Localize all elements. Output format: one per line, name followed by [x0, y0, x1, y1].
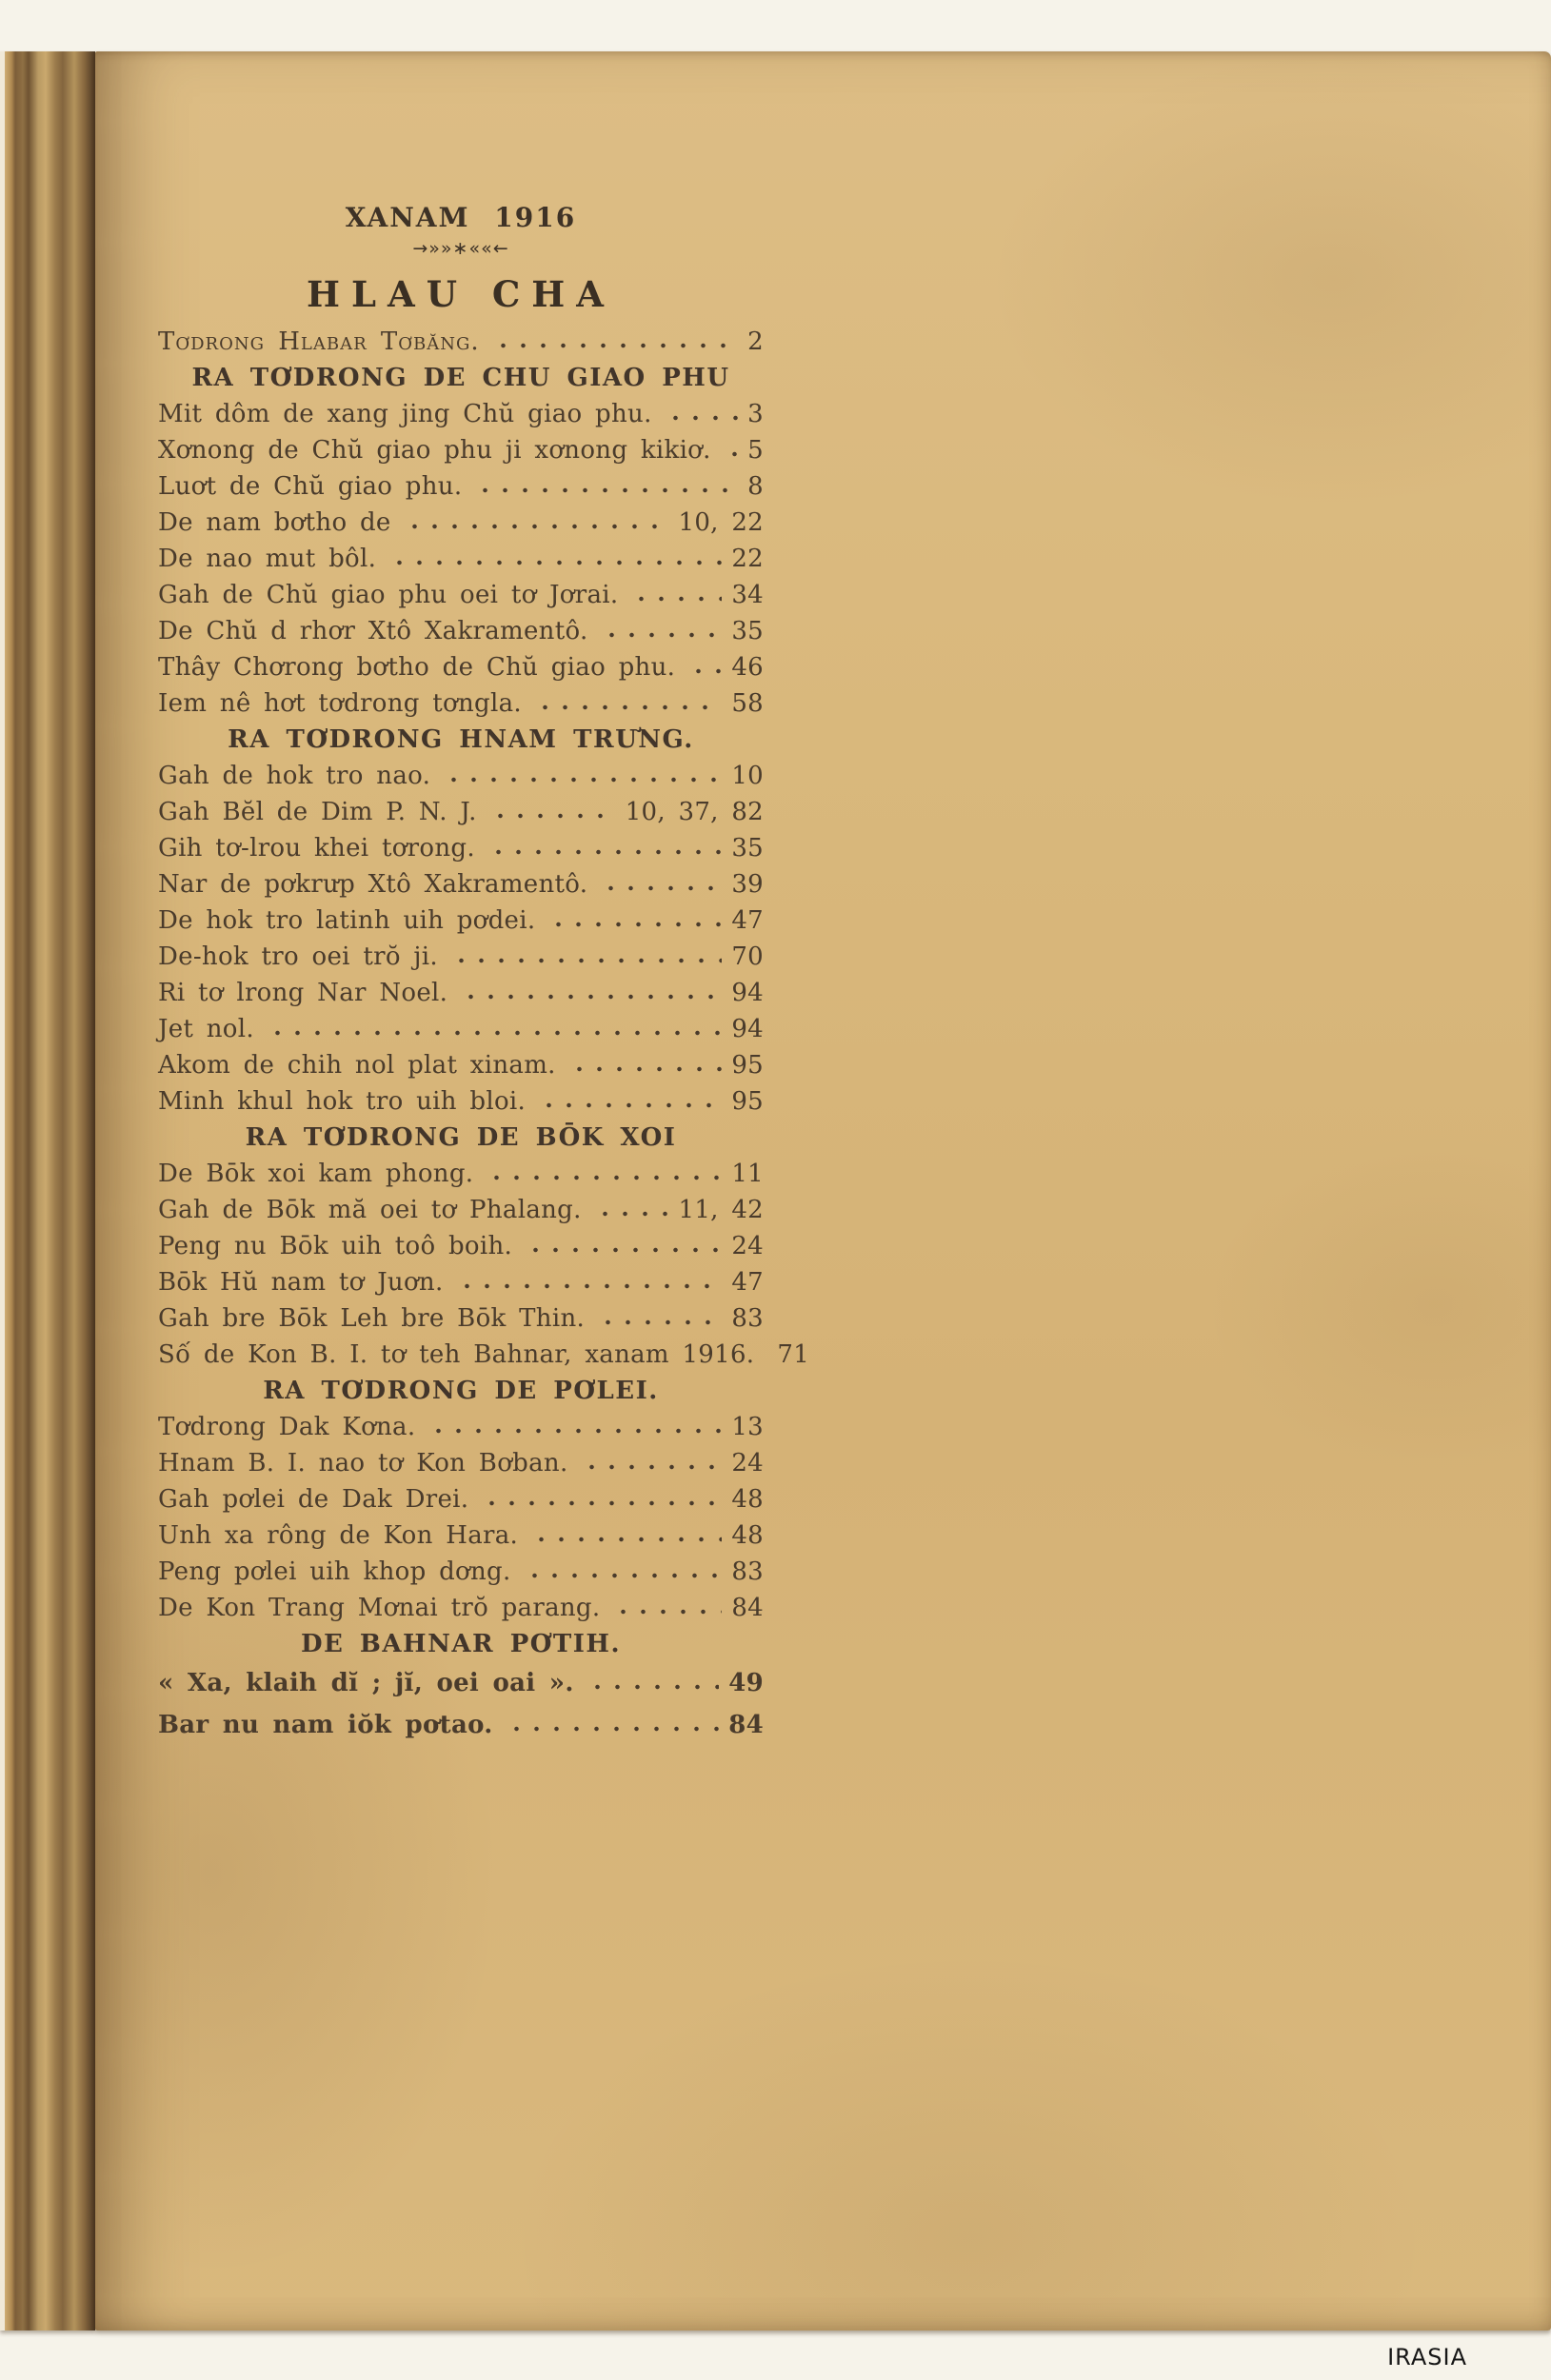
- entry-label: Minh khul hok tro uih bloi.: [158, 1087, 527, 1116]
- entry-page: 83: [731, 1304, 764, 1333]
- entry-label: Luơt de Chŭ giao phu.: [158, 472, 463, 501]
- toc-entry: [158, 1704, 764, 1746]
- dot-leader: [526, 1229, 722, 1254]
- toc-entry: [158, 830, 764, 866]
- toc-entry: [158, 902, 764, 939]
- dot-leader: [444, 759, 722, 783]
- entry-page: 70: [731, 942, 764, 971]
- toc-entry: [158, 649, 764, 685]
- entry-page: 83: [731, 1557, 764, 1586]
- entry-label: Hnam B. I. nao tơ Kon Bơban.: [158, 1449, 568, 1478]
- entry-label: Jet nol.: [158, 1015, 254, 1043]
- toc-entry: [158, 1337, 810, 1373]
- entry-label: Unh xa rông de Kon Hara.: [158, 1521, 519, 1550]
- toc-entry: [158, 1047, 764, 1083]
- dot-leader: [457, 1265, 723, 1290]
- watermark: IRASIA: [1387, 2344, 1467, 2370]
- dot-leader: [389, 542, 722, 566]
- toc-entry: [158, 1481, 764, 1517]
- dot-leader: [569, 1048, 723, 1073]
- toc-entry: [158, 758, 764, 794]
- entry-label: Tơdrong Hlabar Tơbăng.: [158, 327, 480, 356]
- dot-leader: [613, 1591, 722, 1616]
- toc-entry: [158, 1517, 764, 1554]
- entry-page: 58: [731, 689, 764, 718]
- toc-entry: [158, 1011, 764, 1047]
- toc-entry: [158, 432, 764, 468]
- entry-label: Gah de Chŭ giao phu oei tơ Jơrai.: [158, 581, 619, 609]
- toc-entry: [158, 685, 764, 722]
- entry-page: 94: [731, 1015, 764, 1043]
- entry-label: Gah de Bōk mă oei tơ Phalang.: [158, 1196, 582, 1224]
- entry-label: « Xa, klaih dĭ ; jĭ, oei oai ».: [158, 1669, 574, 1697]
- toc-list: [158, 324, 810, 1746]
- entry-label: Mit dôm de xang jing Chŭ giao phu.: [158, 400, 652, 428]
- dot-leader: [688, 650, 722, 675]
- dot-leader: [595, 1193, 669, 1218]
- page-content: [158, 202, 810, 1746]
- section-heading: RA TƠDRONG DE BŌK XOI: [245, 1123, 677, 1152]
- dot-leader: [666, 397, 739, 422]
- dot-leader: [525, 1555, 723, 1579]
- entry-page: 3: [747, 400, 764, 428]
- dot-leader: [451, 940, 722, 964]
- entry-page: 39: [731, 870, 764, 899]
- entry-page: 11, 42: [678, 1196, 764, 1224]
- dot-leader: [582, 1446, 723, 1471]
- dot-leader: [482, 1482, 722, 1507]
- entry-page: 84: [728, 1711, 764, 1739]
- section-heading: RA TƠDRONG HNAM TRƯNG.: [228, 725, 694, 754]
- toc-entry: [158, 1228, 764, 1264]
- ornament-divider: →»»∗««←: [412, 238, 509, 259]
- entry-page: 95: [731, 1051, 764, 1080]
- entry-page: 11: [731, 1160, 764, 1188]
- toc-entry: [158, 1083, 764, 1120]
- entry-label: De Bōk xoi kam phong.: [158, 1160, 474, 1188]
- entry-label: Bōk Hŭ nam tơ Juơn.: [158, 1268, 444, 1297]
- entry-page: 2: [747, 327, 764, 356]
- dot-leader: [531, 1518, 722, 1543]
- toc-entry: [158, 1409, 764, 1445]
- toc-entry: [158, 396, 764, 432]
- toc-entry: [158, 1156, 764, 1192]
- entry-page: 8: [747, 472, 764, 501]
- toc-entry: [158, 1300, 764, 1337]
- entry-label: Xơnong de Chŭ giao phu ji xơnong kikiơ.: [158, 436, 711, 465]
- dot-leader: [493, 325, 739, 349]
- toc-entry: [158, 577, 764, 613]
- entry-label: Thây Chơrong bơtho de Chŭ giao phu.: [158, 653, 676, 682]
- toc-entry: [158, 1445, 764, 1481]
- toc-entry: [158, 1590, 764, 1626]
- entry-label: Gih tơ-lrou khei tơrong.: [158, 834, 475, 863]
- toc-entry: [158, 541, 764, 577]
- dot-leader: [587, 1666, 720, 1691]
- toc-entry: [158, 975, 764, 1011]
- entry-page: 10, 22: [678, 508, 764, 537]
- dot-leader: [631, 578, 722, 603]
- toc-entry: [158, 324, 764, 360]
- entry-label: Gah pơlei de Dak Drei.: [158, 1485, 469, 1514]
- entry-page: 24: [731, 1449, 764, 1478]
- dot-leader: [725, 433, 738, 458]
- section-heading: RA TƠDRONG DE PƠLEI.: [263, 1377, 659, 1405]
- entry-label: Gah bre Bōk Leh bre Bōk Thin.: [158, 1304, 586, 1333]
- entry-page: 49: [728, 1669, 764, 1697]
- dot-leader: [487, 1157, 722, 1181]
- entry-page: 46: [731, 653, 764, 682]
- toc-entry: [158, 1554, 764, 1590]
- entry-page: 48: [731, 1521, 764, 1550]
- book-page: [95, 51, 1551, 2330]
- dot-leader: [548, 903, 722, 928]
- toc-entry: [158, 505, 764, 541]
- entry-page: 35: [731, 617, 764, 645]
- dot-leader: [488, 831, 722, 856]
- page-title: HLAU CHA: [307, 273, 615, 315]
- dot-leader: [490, 795, 616, 820]
- entry-label: Akom de chih nol plat xinam.: [158, 1051, 556, 1080]
- toc-entry: [158, 1662, 764, 1704]
- dot-leader: [475, 469, 738, 494]
- entry-label: De nao mut bôl.: [158, 545, 377, 573]
- entry-label: Peng pơlei uih khop dơng.: [158, 1557, 511, 1586]
- entry-page: 71: [777, 1340, 810, 1369]
- toc-entry: [158, 613, 764, 649]
- entry-label: Tơdrong Dak Kơna.: [158, 1413, 416, 1441]
- entry-label: Gah de hok tro nao.: [158, 762, 431, 790]
- dot-leader: [535, 686, 722, 711]
- entry-label: Số de Kon B. I. tơ teh Bahnar, xanam 1916.: [158, 1340, 755, 1369]
- toc-entry: [158, 794, 764, 830]
- dot-leader: [461, 976, 722, 1001]
- entry-page: 95: [731, 1087, 764, 1116]
- year-heading: XANAM 1916: [345, 202, 577, 233]
- dot-leader: [598, 1301, 722, 1326]
- dot-leader: [268, 1012, 722, 1037]
- entry-page: 48: [731, 1485, 764, 1514]
- toc-entry: [158, 866, 764, 902]
- entry-label: Bar nu nam iŏk pơtao.: [158, 1711, 493, 1739]
- entry-label: De Chŭ d rhơr Xtô Xakramentô.: [158, 617, 588, 645]
- entry-label: Iem nê hơt tơdrong tơngla.: [158, 689, 522, 718]
- entry-page: 24: [731, 1232, 764, 1260]
- dot-leader: [601, 867, 722, 892]
- dot-leader: [539, 1084, 722, 1109]
- dot-leader: [602, 614, 723, 639]
- dot-leader: [428, 1410, 722, 1435]
- dot-leader: [405, 506, 669, 530]
- entry-label: De nam bơtho de: [158, 508, 391, 537]
- section-heading: DE BAHNAR PƠTIH.: [300, 1630, 622, 1658]
- entry-label: De Kon Trang Mơnai trŏ parang.: [158, 1594, 601, 1622]
- entry-page: 94: [731, 979, 764, 1007]
- dot-leader: [507, 1708, 720, 1733]
- entry-label: Peng nu Bōk uih toô boih.: [158, 1232, 513, 1260]
- entry-label: De-hok tro oei trŏ ji.: [158, 942, 438, 971]
- entry-page: 47: [731, 1268, 764, 1297]
- book-spine-edge: [0, 51, 95, 2330]
- entry-page: 84: [731, 1594, 764, 1622]
- entry-label: Ri tơ lrong Nar Noel.: [158, 979, 448, 1007]
- toc-entry: [158, 1192, 764, 1228]
- entry-label: De hok tro latinh uih pơdei.: [158, 906, 536, 935]
- entry-page: 47: [731, 906, 764, 935]
- entry-page: 5: [747, 436, 764, 465]
- entry-page: 34: [731, 581, 764, 609]
- entry-page: 10, 37, 82: [625, 798, 764, 826]
- section-heading: RA TƠDRONG DE CHU GIAO PHU: [191, 364, 730, 392]
- toc-entry: [158, 468, 764, 505]
- entry-label: Nar de pơkrưp Xtô Xakramentô.: [158, 870, 588, 899]
- entry-page: 22: [731, 545, 764, 573]
- toc-entry: [158, 939, 764, 975]
- entry-page: 10: [731, 762, 764, 790]
- entry-label: Gah Bĕl de Dim P. N. J.: [158, 798, 477, 826]
- toc-entry: [158, 1264, 764, 1300]
- entry-page: 13: [731, 1413, 764, 1441]
- entry-page: 35: [731, 834, 764, 863]
